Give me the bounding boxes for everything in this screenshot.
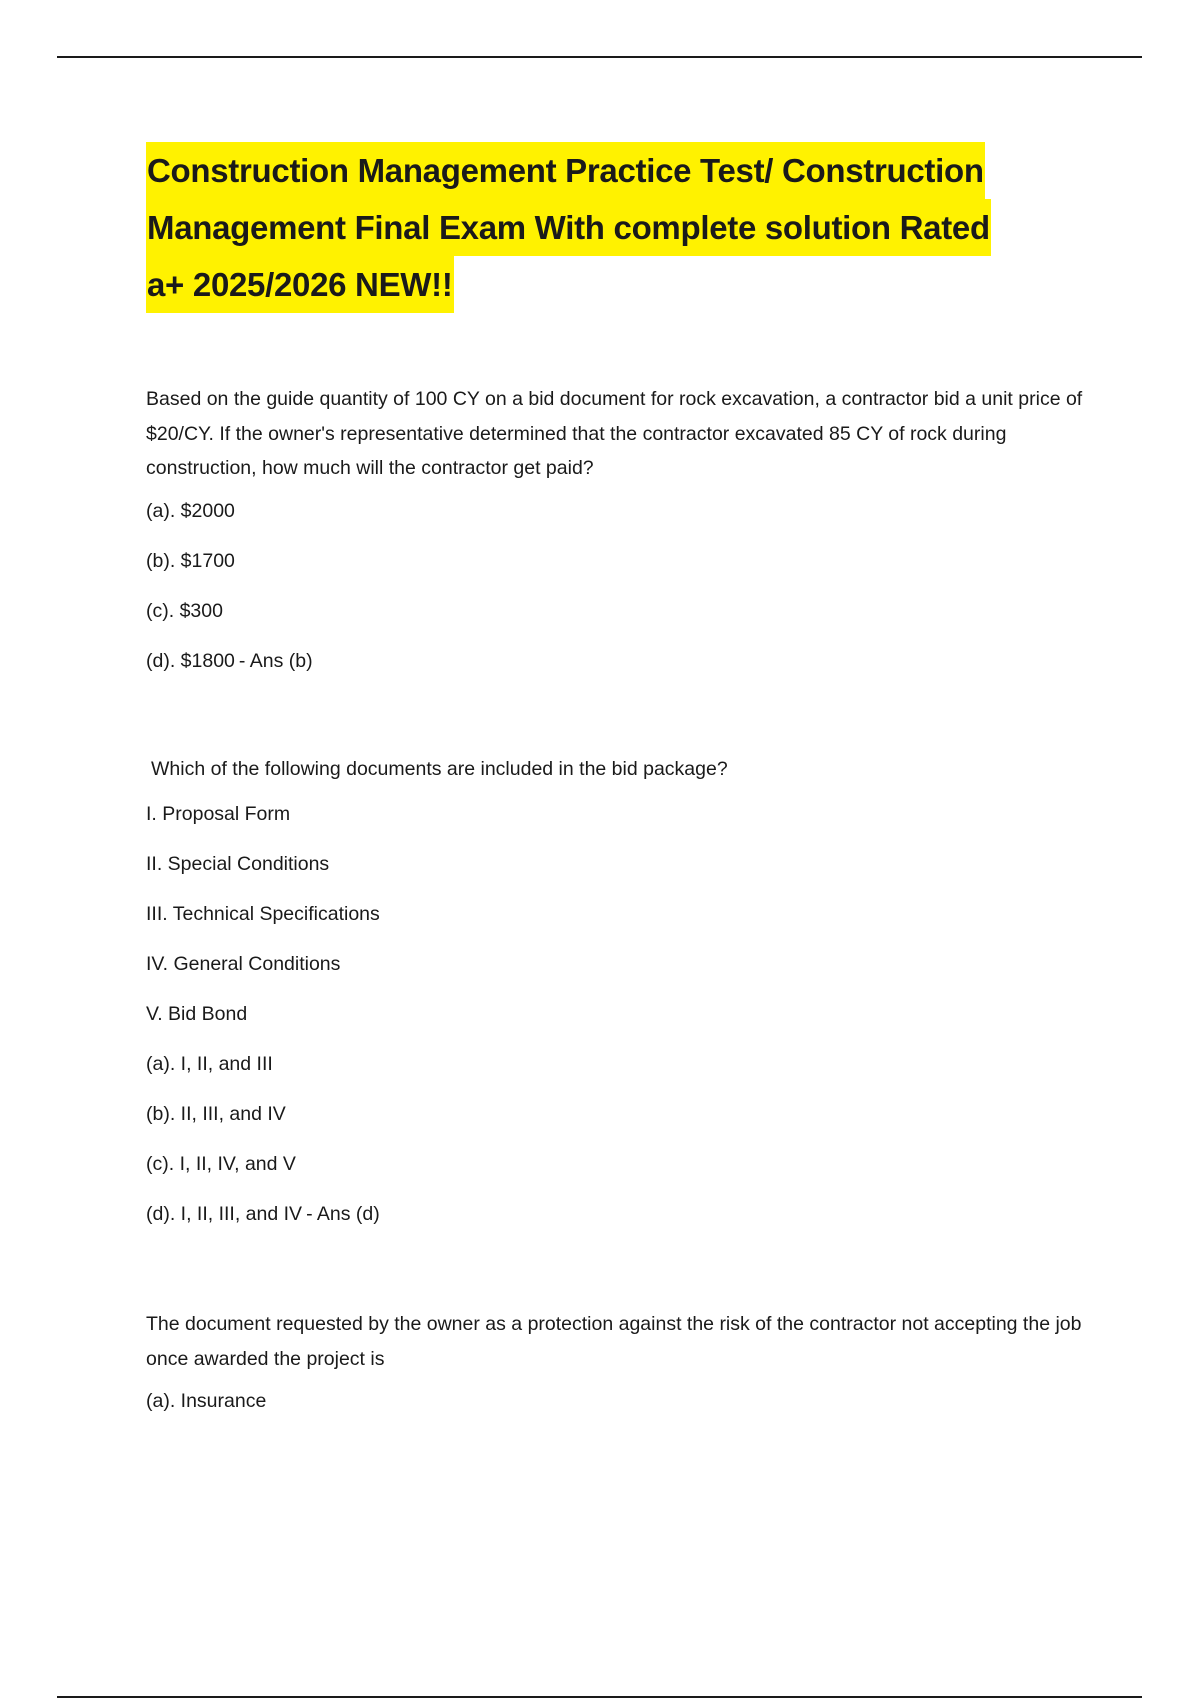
question-2-option-d-text: (d). I, II, III, and IV bbox=[146, 1202, 303, 1225]
question-2-option-c: (c). I, II, IV, and V bbox=[146, 1152, 296, 1175]
bid-document-item-4: IV. General Conditions bbox=[146, 952, 341, 975]
document-title bbox=[146, 142, 1096, 313]
question-2 bbox=[146, 752, 1096, 1225]
question-1-option-a: (a). $2000 bbox=[146, 499, 235, 522]
bid-document-item-3: III. Technical Specifications bbox=[146, 902, 380, 925]
bottom-rule bbox=[57, 1696, 1142, 1698]
question-1-stem: Based on the guide quantity of 100 CY on a bid document for rock excavation, a contractor bid a unit price of $20/CY. If the owner's representative determined that the contractor excavated 85 CY of rock during construction, how much will the contractor get paid? bbox=[146, 388, 1083, 479]
question-1-option-d bbox=[146, 650, 1096, 672]
question-1-option-d-text: (d). $1800 bbox=[146, 649, 235, 672]
page-content bbox=[146, 142, 1096, 1412]
title-line-1: Construction Management Practice Test/ Construction bbox=[146, 142, 985, 199]
question-2-option-b: (b). II, III, and IV bbox=[146, 1102, 286, 1125]
question-3 bbox=[146, 1307, 1096, 1412]
title-line-2: Management Final Exam With complete solution Rated bbox=[146, 199, 991, 256]
title-line-3: a+ 2025/2026 NEW!! bbox=[146, 256, 454, 313]
question-2-option-d bbox=[146, 1203, 1096, 1225]
question-1-answer: - Ans (b) bbox=[238, 649, 313, 672]
question-3-stem: The document requested by the owner as a protection against the risk of the contractor not accepting the job once awarded the project is bbox=[146, 1313, 1082, 1370]
bid-document-item-1: I. Proposal Form bbox=[146, 802, 291, 825]
question-2-stem: Which of the following documents are included in the bid package? bbox=[151, 758, 728, 780]
question-2-option-a: (a). I, II, and III bbox=[146, 1052, 273, 1075]
question-1 bbox=[146, 382, 1096, 672]
top-rule bbox=[57, 56, 1142, 58]
bid-document-item-2: II. Special Conditions bbox=[146, 852, 330, 875]
question-1-option-b: (b). $1700 bbox=[146, 549, 235, 572]
bid-document-item-5: V. Bid Bond bbox=[146, 1002, 248, 1025]
question-1-option-c: (c). $300 bbox=[146, 599, 223, 622]
question-3-option-a: (a). Insurance bbox=[146, 1390, 267, 1412]
question-2-answer: - Ans (d) bbox=[306, 1202, 380, 1225]
